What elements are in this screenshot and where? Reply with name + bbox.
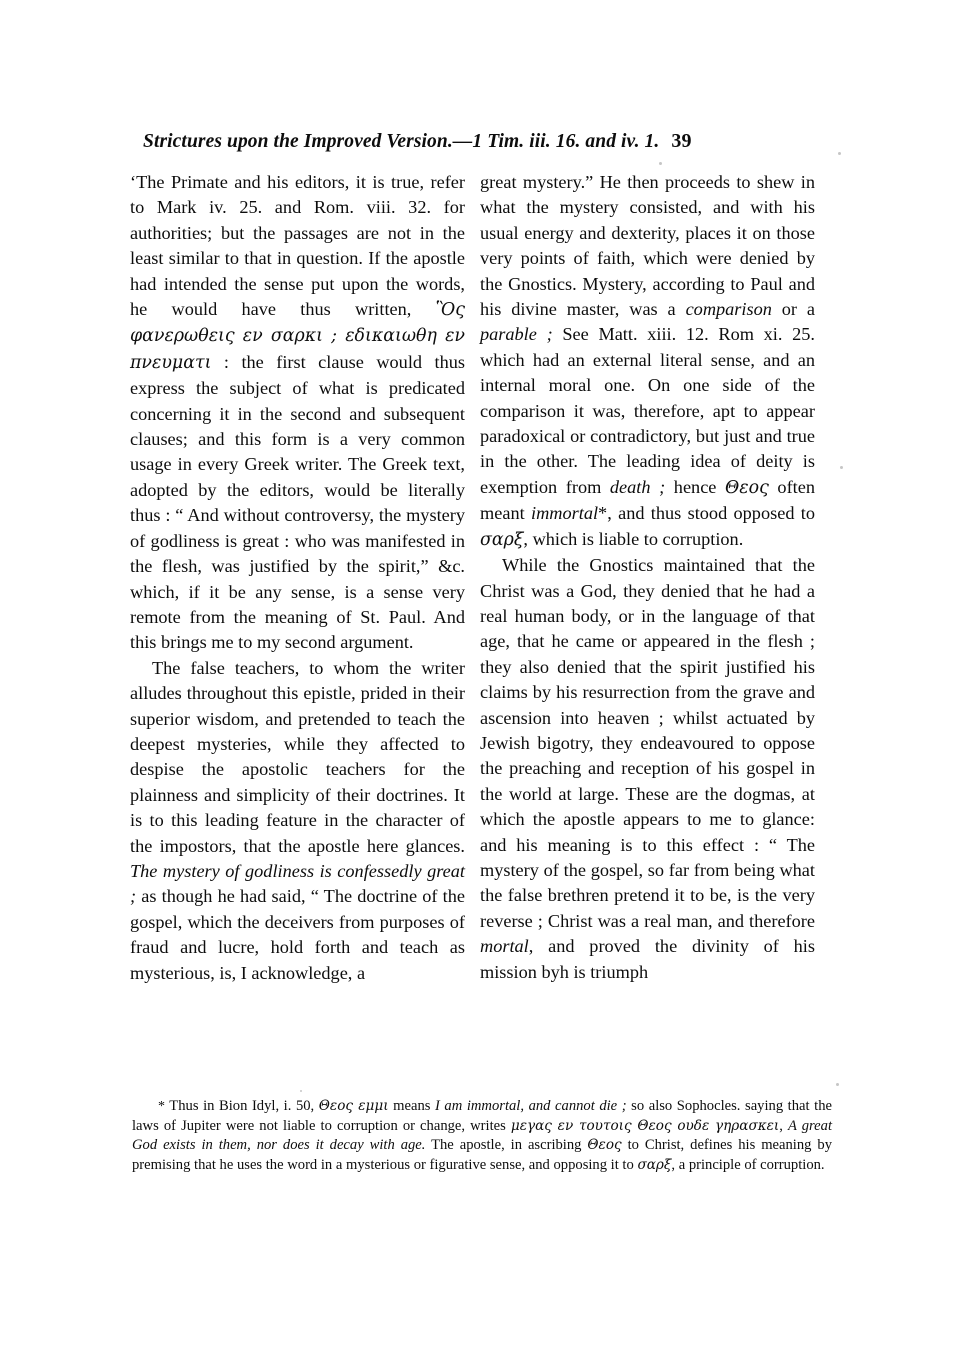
column-left — [130, 170, 465, 986]
text-run: often meant — [480, 476, 815, 524]
paragraph — [480, 170, 815, 553]
text-run: as though he had said, “ The doctrine of the gospel, which the deceivers from purposes of fraud and lucre, hold forth and teach as mysterious, is, I acknowledge, a — [130, 886, 465, 983]
greek-text: σαρξ — [480, 529, 524, 550]
greek-text: Ὃς φανερωθεις εν σαρκι ; εδικαιωθη εν πνευματι — [130, 300, 465, 373]
paragraph — [130, 170, 465, 656]
italic-phrase: immortal — [531, 503, 599, 524]
greek-text: Θεος — [587, 1137, 622, 1154]
text-run: , and proved the divinity of his mission byh is triumph — [480, 936, 815, 982]
paragraph — [130, 656, 465, 986]
greek-text: Θεος — [725, 477, 769, 498]
footnote — [132, 1097, 832, 1175]
scan-speck — [659, 162, 662, 165]
scan-speck — [838, 152, 841, 155]
text-run: : the first clause would thus express the subject of what is predicated concerning it in the second and subsequent clauses; and this form is a very common usage in every Greek writer. The Greek text, adopted by the editors, would be literally thus : “ And without controversy, the mystery of godliness is great : who was manifested in the flesh, was justified by the spirit,” &c. which, if it be any sense, is a sense very remote from the meaning of St. Paul. And this brings me to my second argument. — [130, 351, 465, 653]
footnote-paragraph — [132, 1097, 832, 1175]
running-head-title: Strictures upon the Improved Version. — [143, 131, 453, 152]
text-run: means — [388, 1098, 435, 1114]
text-run: hence — [665, 476, 726, 497]
footnote-marker: * — [158, 1099, 165, 1114]
scan-speck — [836, 1083, 839, 1086]
greek-text: Θεος εμμι — [318, 1098, 389, 1114]
italic-phrase: death ; — [609, 476, 666, 497]
text-run: ‘The Primate and his editors, it is true, refer to Mark iv. 25. and Rom. viii. 32. for authorities; but the passages are not in the least similar to that in question. If the apostle had intended the sense put upon the words, he would have thus written, — [130, 172, 465, 320]
text-run: , — [779, 1117, 788, 1134]
scan-speck — [840, 466, 843, 469]
text-run: so also Sophocles. saying that the laws of Jupiter were not liable to corruption or change, writes — [132, 1098, 832, 1134]
text-run: , a principle of corruption. — [671, 1156, 825, 1173]
text-run: , which is liable to corruption. — [523, 528, 744, 549]
page-folio-number: 39 — [671, 130, 692, 152]
paragraph — [480, 553, 815, 985]
running-head-dash: — — [452, 131, 473, 152]
italic-phrase: mortal — [480, 936, 529, 957]
italic-phrase: I am immortal, and cannot die ; — [435, 1098, 627, 1114]
text-run: The apostle, in ascribing — [425, 1137, 588, 1154]
italic-phrase: comparison — [685, 299, 772, 320]
italic-phrase: A great God exists in them, nor does it decay with age. — [132, 1117, 832, 1154]
text-run: The false teachers, to whom the writer alludes throughout this epistle, prided in their superior wisdom, and pretended to teach the deepest mysteries, while they affected to despise the apostolic teachers for the plainness and simplicity of their doctrines. It is to this leading feature in the character of the impostors, that the apostle here glances. — [130, 657, 465, 856]
text-run: great mystery.” He then proceeds to shew in what the mystery consisted, and with his usual energy and dexterity, places it on those very points of faith, which were denied by the Gnostics. Mystery, according to Paul and his divine master, was a — [480, 172, 815, 320]
greek-text: σαρξ — [637, 1156, 672, 1173]
text-run: to Christ, defines his meaning by premising that he uses the word in a mysterious or figurative sense, and opposing it to — [132, 1137, 832, 1173]
text-run: Thus in Bion Idyl, i. 50, — [165, 1098, 319, 1114]
text-run: *, and thus stood opposed to — [598, 503, 815, 524]
running-head-reference: 1 Tim. iii. 16. and iv. 1. — [472, 131, 660, 152]
greek-text: μεγας εν τουτοις Θεος ουδε γηρασκει — [510, 1117, 780, 1134]
body-columns — [130, 170, 830, 1080]
text-run: See Matt. xiii. 12. Rom xi. 25. which had an external literal sense, and an internal moral one. On one side of the comparison it was, therefore, apt to appear paradoxical or contradictory, but just and true in the other. The leading idea of deity is exemption from — [480, 324, 815, 497]
scan-speck — [300, 1090, 302, 1092]
text-run: While the Gnostics maintained that the Christ was a God, they denied that he had a real human body, or in the language of that age, that he came or appeared in the flesh ; they also denied that the spirit justified his claims by his resurrection from the grave and ascension into heaven ; whilst actuated by Jewish bigotry, they endeavoured to oppose the preaching and reception of his gospel in the world at large. These are the dogmas, at which the apostle appears to me to glance: and his meaning is to this effect : “ The mystery of the gospel, so far from being what the false brethren pretend it to be, is the very reverse ; Christ was a real man, and therefore — [480, 555, 815, 931]
text-run: or a — [771, 299, 815, 320]
column-right — [480, 170, 815, 985]
running-head — [143, 130, 823, 153]
italic-phrase: parable ; — [480, 324, 553, 345]
italic-phrase: The mystery of godliness is confessedly great ; — [130, 860, 465, 907]
